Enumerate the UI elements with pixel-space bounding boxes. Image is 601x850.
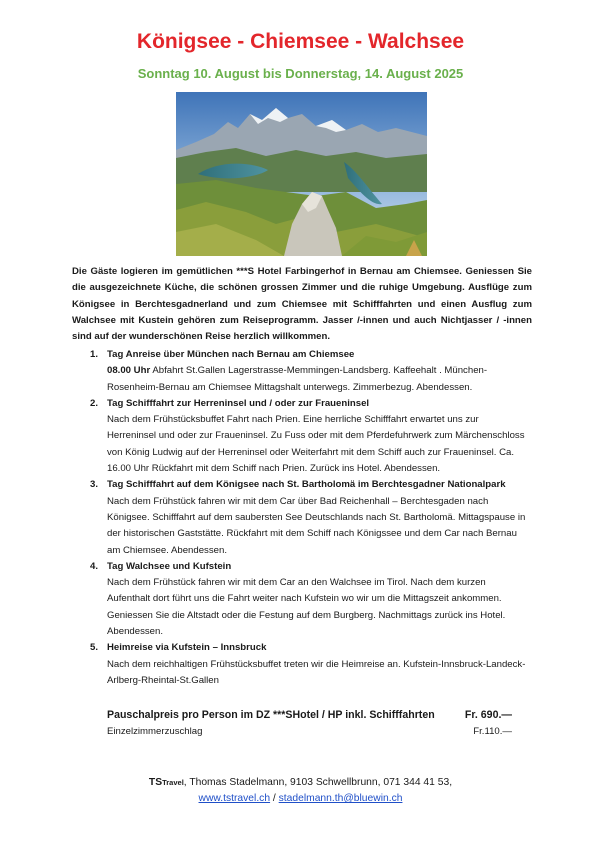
day-number: 5. — [90, 642, 99, 654]
day-number: 1. — [90, 349, 99, 360]
contact-links — [0, 791, 601, 807]
itinerary-day-2 — [90, 396, 530, 477]
day-number: 2. — [90, 397, 99, 409]
day-number: 4. — [90, 560, 99, 572]
contact-line — [0, 775, 601, 791]
day-time: 08.00 Uhr — [107, 365, 151, 377]
package-price-label: Pauschalpreis pro Person im DZ ***SHotel / HP inkl. Schifffahrten — [107, 709, 435, 721]
itinerary-day-1 — [90, 347, 530, 396]
single-room-row — [107, 726, 512, 737]
contact-footer — [0, 775, 601, 807]
intro-paragraph: Die Gäste logieren im gemütlichen ***S Hotel Farbingerhof in Bernau am Chiemsee. Geniessen Sie die ausgezeichnete Küche, die schönen grossen Zimmer und die ruhige Umgebung. Ausflüge zum Königsee in Berchtesgadnerland und zum Chiemsee mit Schifffahrten und einen Ausflug zum Walchsee mit Kustein gehören zum Reiseprogramm. Jasser /-innen und auch Nichtjasser / -innen sind auf der wunderschönen Reise herzlich willkommen. — [72, 266, 532, 343]
date-subtitle: Sonntag 10. August bis Donnerstag, 14. August 2025 — [137, 66, 464, 81]
day-text: Nach dem Frühstück fahren wir mit dem Car über Bad Reichenhall – Berchtesgaden nach Königsee. Schifffahrt auf dem saubersten See Deutschlands nach St. Bartholomä. Mittagspause in der historischen Gaststätte. Rückfahrt mit dem Schiff nach Königssee und dem Car nach Bernau am Chiemsee. Abendessen. — [107, 495, 526, 556]
day-text: Nach dem Frühstück fahren wir mit dem Car an den Walchsee im Tirol. Nach dem kurzen Aufenthalt dort führt uns die Fahrt weiter nach Kufstein wo wir um die Mittagszeit ankommen. Geniessen Sie die Altstadt oder die Festung auf dem Burgberg. Nachmittags zurück ins Hotel. Abendessen. — [107, 577, 506, 638]
brand-ts: TS — [148, 777, 163, 788]
link-separator: / — [270, 793, 279, 804]
day-title: Heimreise via Kufstein – Innsbruck — [107, 642, 267, 654]
day-number: 3. — [90, 479, 99, 491]
itinerary-list — [90, 347, 530, 689]
day-title: Tag Schifffahrt zur Herreninsel und / oder zur Fraueninsel — [107, 397, 370, 409]
itinerary-day-3 — [90, 477, 530, 558]
package-price-row — [107, 709, 512, 721]
day-text: Nach dem reichhaltigen Frühstücksbuffet treten wir die Heimreise an. Kufstein-Innsbruck-Landeck-Arlberg-Rheintal-St.Gallen — [107, 658, 526, 686]
day-title: Tag Schifffahrt auf dem Königsee nach St. Bartholomä im Berchtesgadner Nationalpark — [107, 479, 506, 491]
page-title: Königsee - Chiemsee - Walchsee — [136, 30, 465, 53]
itinerary-day-5 — [90, 640, 530, 689]
brand-travel: Travel — [162, 778, 184, 787]
brand-name — [149, 777, 184, 788]
mountain-lake-photo — [176, 92, 427, 256]
contact-address: , Thomas Stadelmann, 9103 Schwellbrunn, 071 344 41 53, — [183, 777, 453, 788]
single-room-value: Fr.110.— — [473, 726, 512, 737]
email-link[interactable]: stadelmann.th@bluewin.ch — [278, 793, 403, 804]
itinerary-day-4 — [90, 559, 530, 640]
day-text: Nach dem Frühstücksbuffet Fahrt nach Prien. Eine herrliche Schifffahrt erwartet uns zur Herreninsel und oder zur Fraueninsel. Zu Fuss oder mit dem Pferdefuhrwerk zum Märchenschloss von König Ludwig auf der Herreninsel oder Weiterfahrt mit dem Schiff auch zur Fraueninsel. Ca. 16.00 Uhr Rückfahrt mit dem Schiff nach Prien. Zurück ins Hotel. Abendessen. — [107, 414, 525, 475]
day-title: Tag Walchsee und Kufstein — [107, 560, 232, 572]
single-room-label: Einzelzimmerzuschlag — [107, 726, 203, 737]
package-price-value: Fr. 690.— — [464, 709, 512, 721]
day-text: Abfahrt St.Gallen Lagerstrasse-Memmingen-Landsberg. Kaffeehalt . München-Rosenheim-Bernau am Chiemsee Mittagshalt unterwegs. Zimmerbezug. Abendessen. — [107, 365, 488, 393]
website-link[interactable]: www.tstravel.ch — [198, 793, 271, 804]
day-title: Tag Anreise über München nach Bernau am Chiemsee — [107, 349, 355, 360]
